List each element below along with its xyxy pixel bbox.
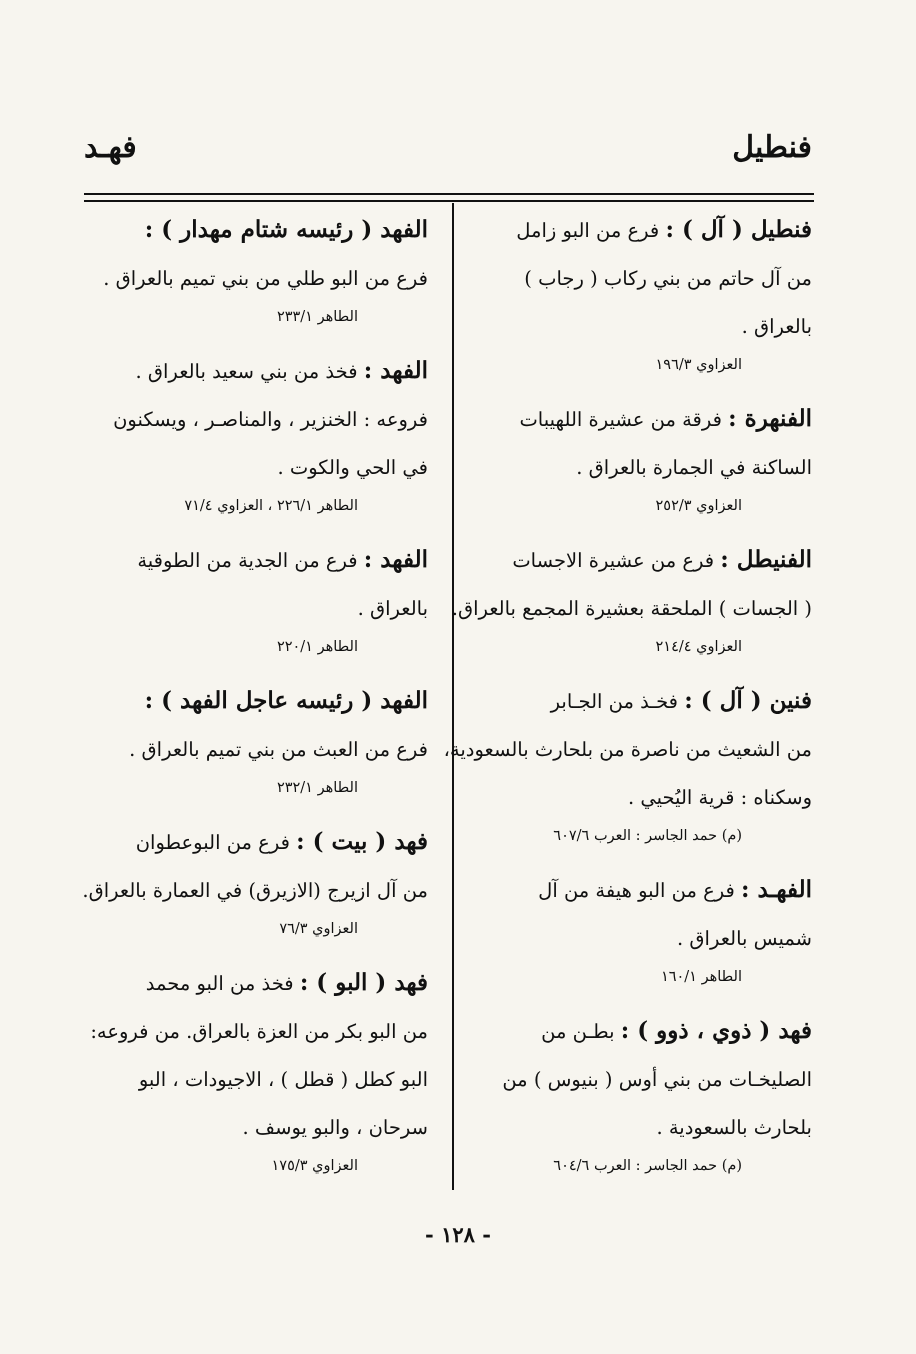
header-rule-bottom xyxy=(84,200,814,202)
entry-source: الطاهر ۲۳۳/۱ xyxy=(276,309,358,325)
dictionary-entry xyxy=(84,347,428,520)
entry-text: من آل حاتم من بني ركاب ( رجاب ) xyxy=(524,267,812,290)
entry-line xyxy=(84,1056,428,1104)
entry-line xyxy=(84,1008,428,1056)
entry-line xyxy=(468,206,812,255)
entry-term: الفهد : xyxy=(363,546,428,573)
entry-line xyxy=(468,255,812,303)
entry-text: فخـذ من الجـابر xyxy=(550,690,679,713)
entry-text: ( الجسات ) الملحقة بعشيرة المجمع بالعراق. xyxy=(451,597,812,620)
entry-line xyxy=(84,585,428,633)
entry-text: من البو بكر من العزة بالعراق. من فروعه: xyxy=(90,1020,428,1043)
entry-text: شميس بالعراق . xyxy=(677,927,812,950)
dictionary-entry xyxy=(443,677,812,850)
entry-line xyxy=(84,536,428,585)
entry-text: سرحان ، والبو يوسف . xyxy=(242,1116,428,1139)
entry-line xyxy=(84,347,428,396)
entry-text: فرع من البو زامل xyxy=(516,219,660,242)
entry-line xyxy=(468,395,812,444)
entry-line xyxy=(468,774,812,822)
entry-line xyxy=(451,585,812,633)
entry-line xyxy=(468,677,812,726)
entry-source: (م) حمد الجاسر : العرب ٦۰۷/٦ xyxy=(553,828,742,844)
page-number: - ۱۲۸ - xyxy=(425,1222,491,1247)
entry-line xyxy=(468,1007,812,1056)
right-column xyxy=(443,206,812,1196)
dictionary-entry xyxy=(84,206,428,331)
entry-term: فهد ( ذوي ، ذوو ) : xyxy=(620,1017,812,1044)
entry-text: وسكناه : قرية اليُحيي . xyxy=(627,786,812,809)
entry-text: فرع من العبث من بني تميم بالعراق . xyxy=(129,738,428,761)
dictionary-entry xyxy=(84,536,428,661)
entry-source: العزاوي ۲٥۲/۳ xyxy=(655,498,742,514)
entry-term: فهد ( بيت ) : xyxy=(296,828,428,855)
entry-term: الفهد : xyxy=(363,357,428,384)
entry-line xyxy=(84,255,428,303)
entry-text: فخذ من البو محمد xyxy=(145,972,294,995)
entry-line xyxy=(443,726,812,774)
entry-line xyxy=(84,818,428,867)
left-column xyxy=(84,206,428,1196)
entry-term: فهد ( البو ) : xyxy=(299,969,428,996)
entry-line xyxy=(84,206,428,255)
dictionary-entry xyxy=(84,818,428,943)
entry-text: فخذ من بني سعيد بالعراق . xyxy=(135,360,358,383)
entry-line xyxy=(84,444,428,492)
entry-term: الفنهرة : xyxy=(728,405,812,432)
entry-text: فرع من الجدية من الطوقية xyxy=(137,549,358,572)
entry-line xyxy=(84,867,428,915)
entry-text: فرع من البو طلي من بني تميم بالعراق . xyxy=(103,267,428,290)
entry-line xyxy=(84,959,428,1008)
entry-text: فروعه : الخنزير ، والمناصـر ، ويسكنون xyxy=(113,408,428,431)
entry-text: الصليخـات من بني أوس ( بنيوس ) من xyxy=(502,1068,812,1091)
entry-text: فرع من البو هيفة من آل xyxy=(538,879,735,902)
entry-text: بالعراق . xyxy=(357,597,428,620)
entry-line xyxy=(84,396,428,444)
dictionary-entry xyxy=(451,536,812,661)
entry-term: الفهد ( رئيسه عاجل الفهد ) : xyxy=(144,687,428,714)
entry-source: الطاهر ۲۲۰/۱ xyxy=(276,639,358,655)
entry-line xyxy=(468,915,812,963)
entry-source: الطاهر ۲۳۲/۱ xyxy=(276,780,358,796)
entry-source: العزاوي ۷٦/۳ xyxy=(279,921,358,937)
entry-text: الساكنة في الجمارة بالعراق . xyxy=(576,456,812,479)
entry-text: من آل ازيرج (الازيرق) في العمارة بالعراق. xyxy=(82,879,428,902)
entry-term: الفهـد : xyxy=(741,876,812,903)
entry-text: البو كطل ( قطل ) ، الاجيودات ، البو xyxy=(138,1068,428,1091)
column-divider xyxy=(452,203,454,1190)
entry-text: فرقة من عشيرة اللهيبات xyxy=(519,408,722,431)
entry-line xyxy=(468,536,812,585)
dictionary-entry xyxy=(468,395,812,520)
dictionary-entry xyxy=(84,959,428,1180)
entry-source: الطاهر ۲۲٦/۱ ، العزاوي ۷۱/٤ xyxy=(184,498,358,514)
dictionary-entry xyxy=(468,1007,812,1180)
entry-source: العزاوي ۱۹٦/۳ xyxy=(655,357,742,373)
entry-line xyxy=(468,866,812,915)
entry-line xyxy=(84,1104,428,1152)
entry-text: فرع من عشيرة الاجسات xyxy=(512,549,715,572)
entry-line xyxy=(84,726,428,774)
dictionary-entry xyxy=(468,866,812,991)
running-head-right: فنطيل xyxy=(732,130,812,165)
entry-source: العزاوي ۱۷٥/۳ xyxy=(271,1158,358,1174)
entry-line xyxy=(468,303,812,351)
entry-term: فنطيل ( آل ) : xyxy=(665,216,812,243)
running-head-left: فهـد xyxy=(84,130,137,165)
entry-line xyxy=(468,1104,812,1152)
entry-source: الطاهر ۱٦۰/۱ xyxy=(660,969,742,985)
entry-text: بلحارث بالسعودية . xyxy=(656,1116,812,1139)
entry-text: بالعراق . xyxy=(741,315,812,338)
dictionary-entry xyxy=(468,206,812,379)
entry-text: من الشعيث من ناصرة من بلحارث بالسعودية، xyxy=(443,738,812,761)
entry-text: فرع من البوعطوان xyxy=(135,831,290,854)
dictionary-entry xyxy=(84,677,428,802)
header-rule-top xyxy=(84,193,814,195)
entry-text: في الحي والكوت . xyxy=(277,456,428,479)
entry-term: الفهد ( رئيسه شتام مهدار ) : xyxy=(144,216,428,243)
entry-line xyxy=(84,677,428,726)
entry-term: فنين ( آل ) : xyxy=(684,687,812,714)
entry-term: الفنيطل : xyxy=(720,546,812,573)
entry-source: (م) حمد الجاسر : العرب ٦۰٤/٦ xyxy=(553,1158,742,1174)
entry-source: العزاوي ۲۱٤/٤ xyxy=(655,639,742,655)
entry-line xyxy=(468,1056,812,1104)
entry-text: بطـن من xyxy=(541,1020,615,1043)
entry-line xyxy=(468,444,812,492)
